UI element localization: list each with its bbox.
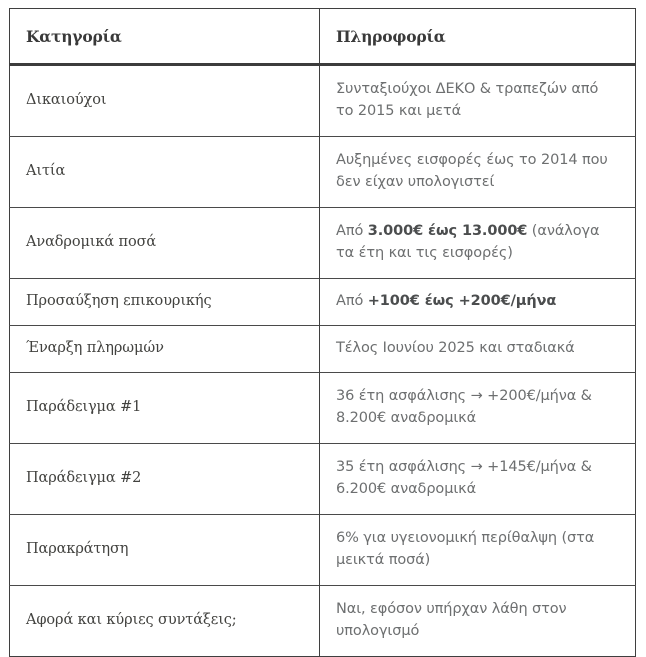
cell-info: Αυξημένες εισφορές έως το 2014 που δεν είχαν υπολογιστεί (320, 137, 636, 208)
cell-category: Προσαύξηση επικουρικής (10, 279, 320, 326)
table-row (10, 373, 636, 444)
table-body (10, 65, 636, 657)
table-row (10, 444, 636, 515)
column-header-info: Πληροφορία (320, 9, 636, 65)
cell-category: Δικαιούχοι (10, 65, 320, 137)
table-row (10, 515, 636, 586)
cell-info: Ναι, εφόσον υπήρχαν λάθη στον υπολογισμό (320, 586, 636, 657)
cell-info: 35 έτη ασφάλισης → +145€/μήνα & 6.200€ αναδρομικά (320, 444, 636, 515)
column-header-category: Κατηγορία (10, 9, 320, 65)
table-row (10, 279, 636, 326)
cell-info: Από +100€ έως +200€/μήνα (320, 279, 636, 326)
table-header-row (10, 9, 636, 65)
table-row (10, 65, 636, 137)
pension-info-table (9, 8, 636, 657)
cell-category: Αναδρομικά ποσά (10, 208, 320, 279)
cell-category: Αφορά και κύριες συντάξεις; (10, 586, 320, 657)
cell-category: Αιτία (10, 137, 320, 208)
cell-category: Έναρξη πληρωμών (10, 326, 320, 373)
cell-category: Παρακράτηση (10, 515, 320, 586)
table-row (10, 326, 636, 373)
table-header (10, 9, 636, 65)
cell-info: Από 3.000€ έως 13.000€ (ανάλογα τα έτη και τις εισφορές) (320, 208, 636, 279)
cell-info: 6% για υγειονομική περίθαλψη (στα μεικτά ποσά) (320, 515, 636, 586)
cell-info: Τέλος Ιουνίου 2025 και σταδιακά (320, 326, 636, 373)
cell-info: Συνταξιούχοι ΔΕΚΟ & τραπεζών από το 2015 και μετά (320, 65, 636, 137)
cell-category: Παράδειγμα #2 (10, 444, 320, 515)
pension-info-table-container (9, 8, 635, 657)
table-row (10, 137, 636, 208)
cell-category: Παράδειγμα #1 (10, 373, 320, 444)
table-row (10, 586, 636, 657)
cell-info: 36 έτη ασφάλισης → +200€/μήνα & 8.200€ αναδρομικά (320, 373, 636, 444)
table-row (10, 208, 636, 279)
